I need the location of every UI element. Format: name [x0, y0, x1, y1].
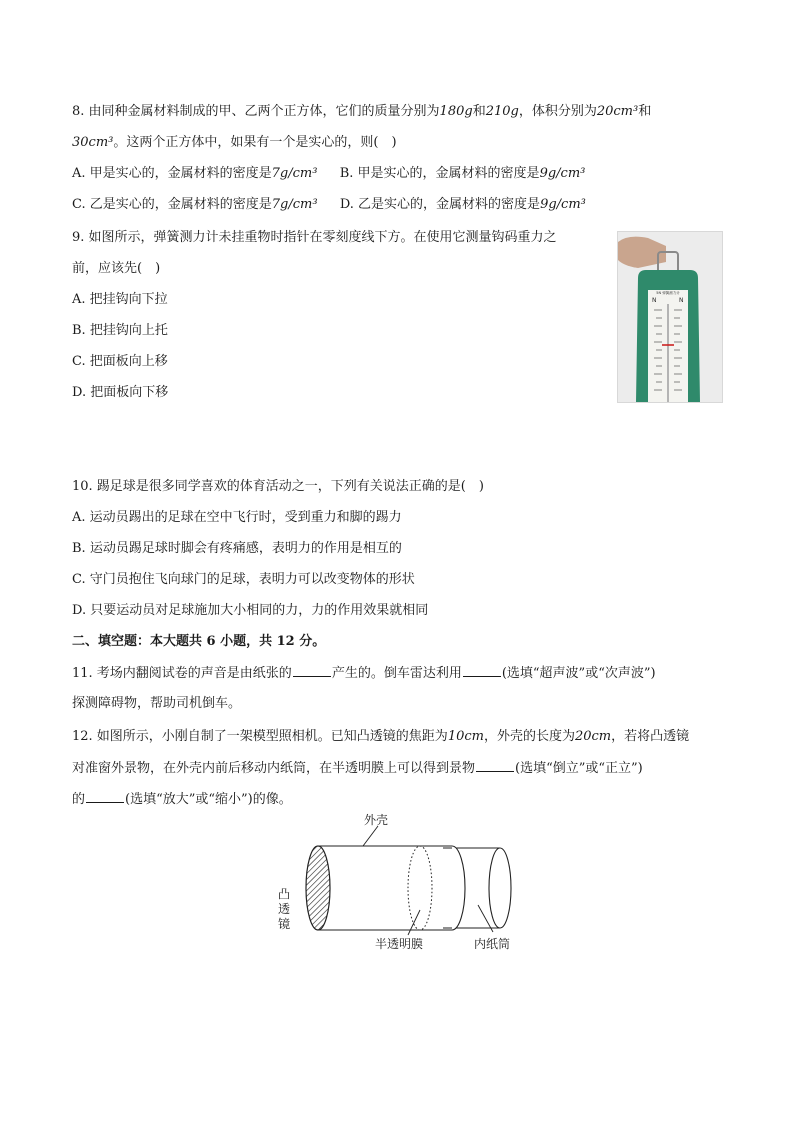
scale-plate-text: 5N 弹簧测力计 [656, 291, 680, 295]
label-shell: 外壳 [364, 813, 389, 827]
q8-options-ab [72, 165, 585, 183]
q9-option-b: B. 把挂钩向上托 [72, 323, 168, 338]
q12-line1: 12. 如图所示，小刚自制了一架模型照相机。已知凸透镜的焦距为10cm，外壳的长度为20cm，若将凸透镜 [72, 729, 690, 744]
inner-tube-end [489, 848, 511, 928]
spring-scale-photo [617, 231, 723, 403]
q8-option-d: D. 乙是实心的，金属材料的密度是9g/cm³ [339, 197, 586, 212]
q8-option-b: B. 甲是实心的，金属材料的密度是9g/cm³ [339, 166, 586, 181]
q11-line1: 11. 考场内翻阅试卷的声音是由纸张的 产生的。倒车雷达利用 (选填“超声波”或“次声波”) [72, 666, 656, 681]
q11-line2: 探测障碍物，帮助司机倒车。 [72, 696, 242, 711]
camera-model-diagram [268, 810, 528, 960]
shell-leader [363, 826, 378, 846]
q9-option-c: C. 把面板向上移 [72, 354, 168, 369]
q12-line3: 的 (选填“放大”或“缩小”)的像。 [72, 792, 292, 807]
q9-option-d: D. 把面板向下移 [72, 385, 169, 400]
q8-option-a: A. 甲是实心的，金属材料的密度是7g/cm³ [72, 166, 318, 181]
q10-option-b: B. 运动员踢足球时脚会有疼痛感，表明力的作用是相互的 [72, 541, 402, 556]
label-lens-2: 透 [278, 902, 291, 916]
section-2-heading: 二、填空题：本大题共 6 小题，共 12 分。 [72, 634, 326, 649]
label-lens-3: 镜 [278, 917, 291, 931]
q8-stem-line1: 8. 由同种金属材料制成的甲、乙两个正方体，它们的质量分别为180g和210g，体积分别为20cm³和 [72, 104, 652, 119]
scale-letter-left: N [652, 297, 657, 304]
label-film: 半透明膜 [375, 937, 424, 951]
q12-line2: 对准窗外景物，在外壳内前后移动内纸筒，在半透明膜上可以得到景物 (选填“倒立”或“正立”) [72, 761, 643, 776]
answer-blank[interactable] [293, 664, 331, 677]
q10-option-d: D. 只要运动员对足球施加大小相同的力，力的作用效果就相同 [72, 603, 429, 618]
q10-option-c: C. 守门员抱住飞向球门的足球，表明力可以改变物体的形状 [72, 572, 415, 587]
q9-option-a: A. 把挂钩向下拉 [72, 292, 168, 307]
q8-stem-line2: 30cm³。这两个正方体中，如果有一个是实心的，则( ) [72, 135, 397, 150]
q9-stem-line1: 9. 如图所示，弹簧测力计未挂重物时指针在零刻度线下方。在使用它测量钩码重力之 [72, 230, 557, 245]
q8-option-c: C. 乙是实心的，金属材料的密度是7g/cm³ [72, 197, 318, 212]
answer-blank[interactable] [476, 759, 514, 772]
answer-blank[interactable] [86, 790, 124, 803]
answer-blank[interactable] [463, 664, 501, 677]
q8-options-cd [72, 196, 586, 214]
label-tube: 内纸筒 [474, 937, 511, 951]
q10-stem: 10. 踢足球是很多同学喜欢的体育活动之一，下列有关说法正确的是( ) [72, 479, 484, 494]
lens-ellipse [306, 846, 330, 930]
scale-letter-right: N [679, 297, 684, 304]
shell-end [452, 846, 465, 930]
q10-option-a: A. 运动员踢出的足球在空中飞行时，受到重力和脚的踢力 [72, 510, 402, 525]
film-ellipse [408, 846, 432, 930]
q9-stem-line2: 前，应该先( ) [72, 261, 161, 276]
spring-scale-illustration [618, 232, 722, 402]
film-leader [408, 910, 420, 935]
label-lens-1: 凸 [278, 887, 291, 901]
